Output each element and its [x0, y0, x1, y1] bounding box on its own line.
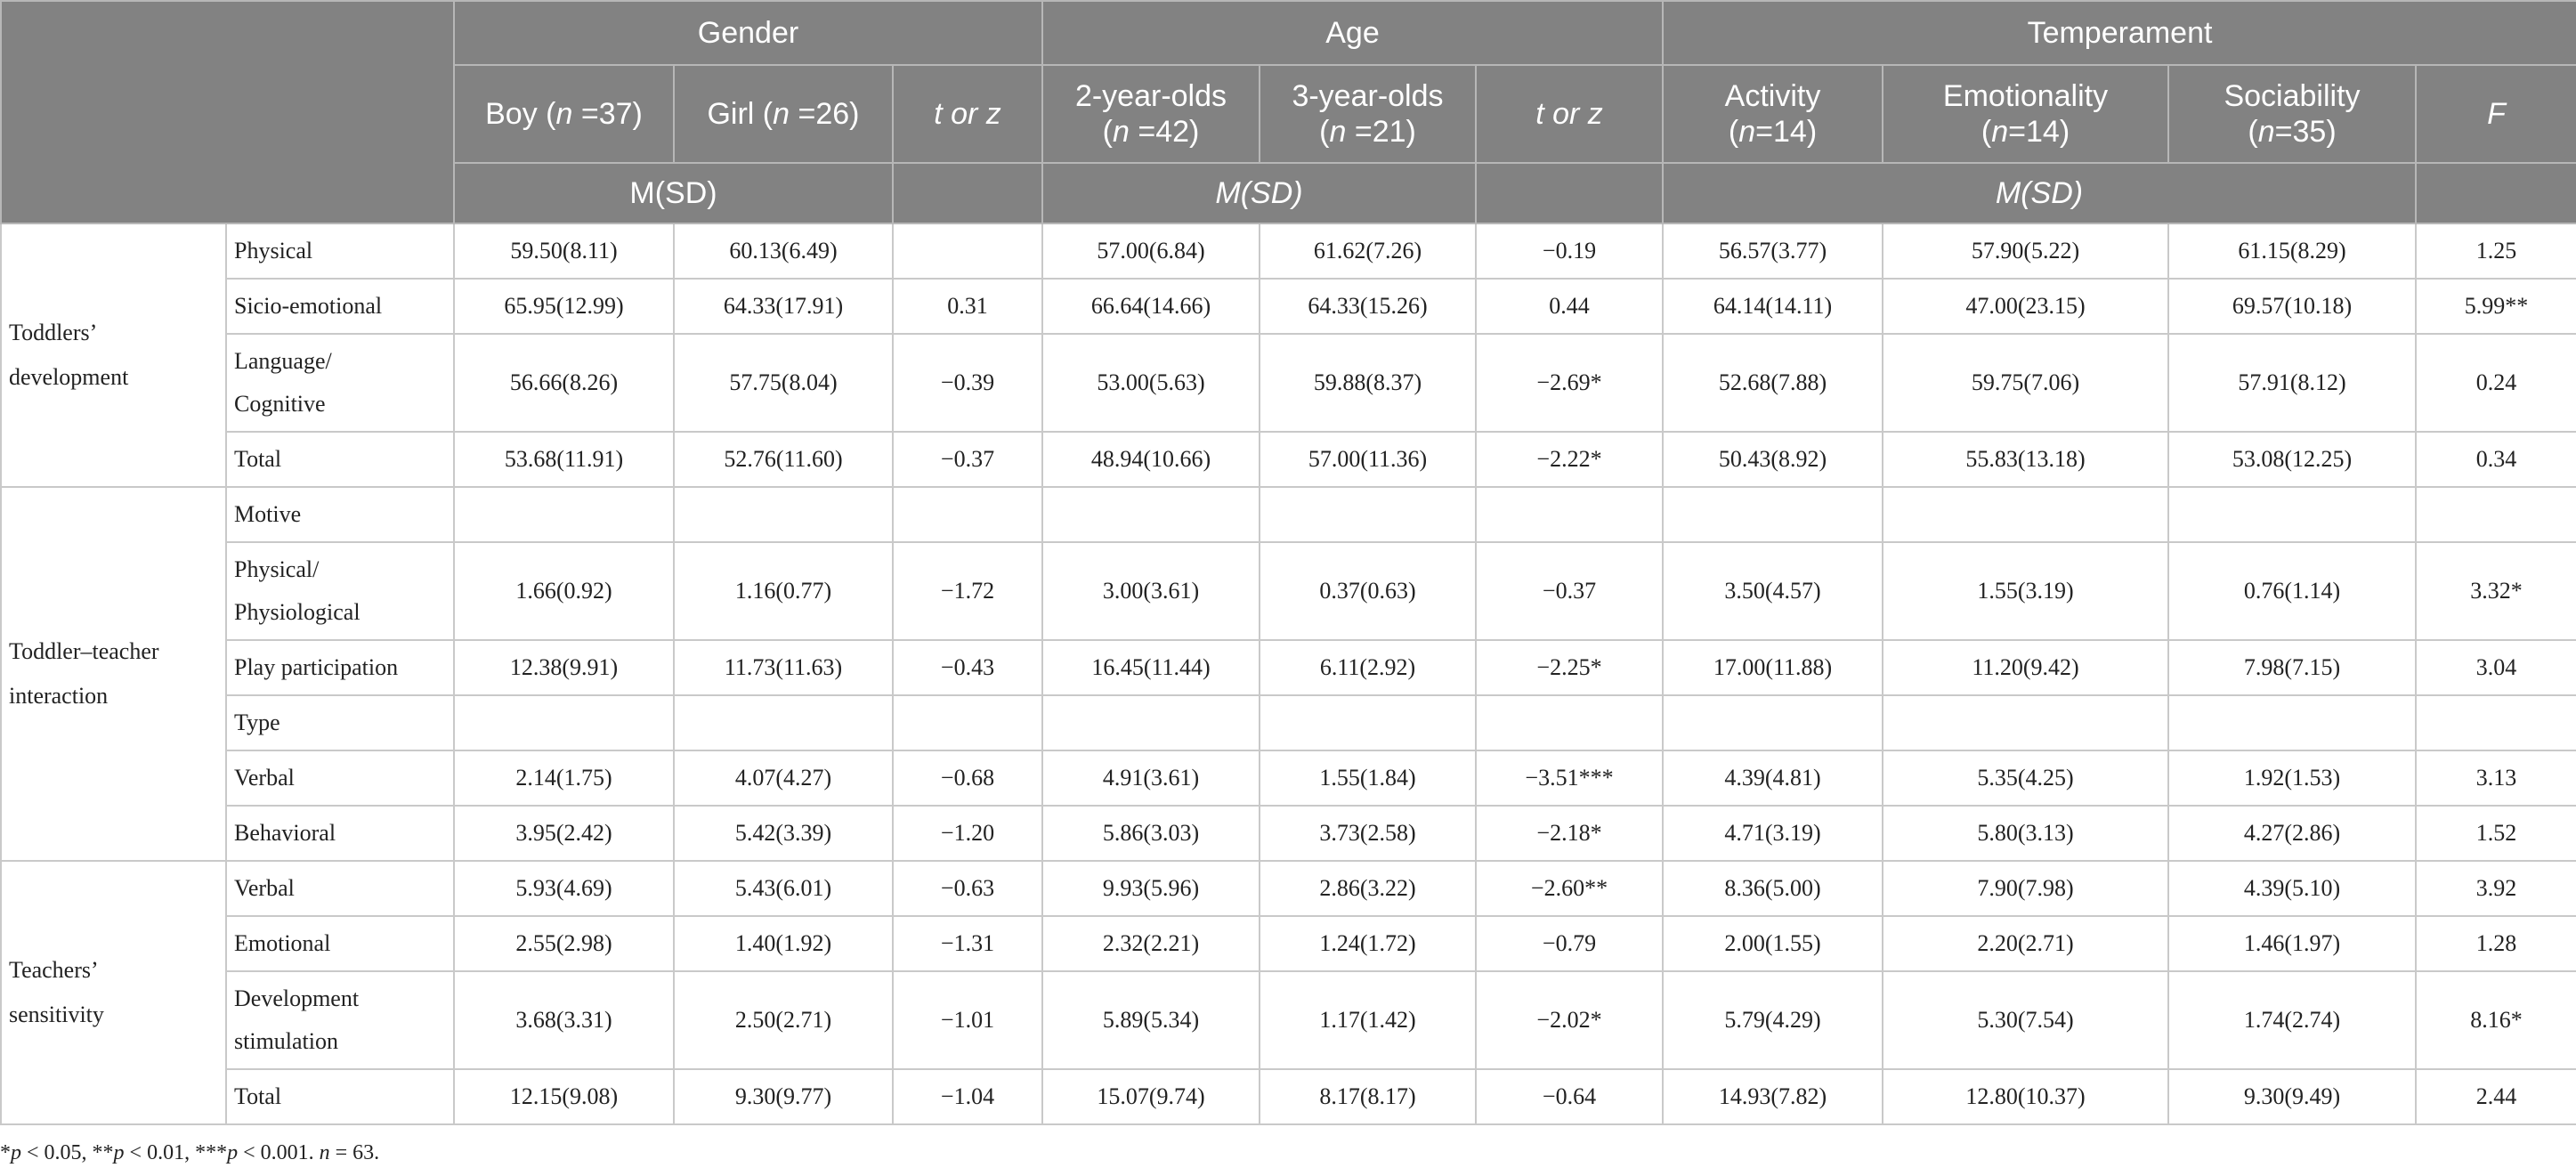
table-cell: 1.74(2.74) — [2168, 971, 2416, 1069]
table-cell: 5.42(3.39) — [674, 806, 893, 861]
table-cell — [893, 695, 1042, 750]
table-cell — [1663, 695, 1883, 750]
two-year-olds-header: 2-year-olds (n =42) — [1042, 65, 1260, 163]
table-cell: 2.55(2.98) — [454, 916, 674, 971]
table-cell: 57.75(8.04) — [674, 334, 893, 432]
table-cell: 2.32(2.21) — [1042, 916, 1260, 971]
table-cell: −1.20 — [893, 806, 1042, 861]
table-cell: −1.72 — [893, 542, 1042, 640]
table-cell: 64.33(15.26) — [1260, 279, 1476, 334]
table-cell: 52.68(7.88) — [1663, 334, 1883, 432]
table-cell: 7.98(7.15) — [2168, 640, 2416, 695]
variable-label: Total — [226, 432, 454, 487]
table-cell: 17.00(11.88) — [1663, 640, 1883, 695]
table-cell: 0.76(1.14) — [2168, 542, 2416, 640]
table-cell — [893, 223, 1042, 279]
table-cell: 0.31 — [893, 279, 1042, 334]
table-row — [1, 1069, 2576, 1124]
gender-test-header: t or z — [893, 65, 1042, 163]
table-cell: 52.76(11.60) — [674, 432, 893, 487]
table-cell: −2.25* — [1476, 640, 1663, 695]
girl-column-header: Girl (n =26) — [674, 65, 893, 163]
table-cell: 12.80(10.37) — [1883, 1069, 2168, 1124]
variable-label: Total — [226, 1069, 454, 1124]
table-cell: −0.37 — [1476, 542, 1663, 640]
table-cell: 5.93(4.69) — [454, 861, 674, 916]
table-cell: 4.71(3.19) — [1663, 806, 1883, 861]
table-row — [1, 542, 2576, 640]
table-cell: 48.94(10.66) — [1042, 432, 1260, 487]
table-cell: 66.64(14.66) — [1042, 279, 1260, 334]
table-cell — [2416, 487, 2576, 542]
table-cell: 61.62(7.26) — [1260, 223, 1476, 279]
table-cell: 57.00(11.36) — [1260, 432, 1476, 487]
table-cell — [2168, 487, 2416, 542]
temperament-header: Temperament — [1663, 1, 2576, 65]
table-cell: 2.14(1.75) — [454, 750, 674, 806]
table-header — [1, 1, 2576, 223]
age-msd-header: M(SD) — [1042, 163, 1476, 223]
table-cell — [1883, 487, 2168, 542]
gender-header: Gender — [454, 1, 1042, 65]
table-cell: 50.43(8.92) — [1663, 432, 1883, 487]
table-row — [1, 695, 2576, 750]
table-cell: 1.46(1.97) — [2168, 916, 2416, 971]
table-cell — [893, 487, 1042, 542]
table-cell: −1.31 — [893, 916, 1042, 971]
table-cell — [2416, 695, 2576, 750]
table-cell: 2.86(3.22) — [1260, 861, 1476, 916]
table-cell: 69.57(10.18) — [2168, 279, 2416, 334]
table-cell: 53.68(11.91) — [454, 432, 674, 487]
group-label-interaction: Toddler–teacher interaction — [1, 487, 226, 861]
table-cell: 1.17(1.42) — [1260, 971, 1476, 1069]
table-cell: 15.07(9.74) — [1042, 1069, 1260, 1124]
table-cell: 57.00(6.84) — [1042, 223, 1260, 279]
table-cell: 5.35(4.25) — [1883, 750, 2168, 806]
table-cell: −0.68 — [893, 750, 1042, 806]
table-cell: 3.73(2.58) — [1260, 806, 1476, 861]
table-cell: 5.43(6.01) — [674, 861, 893, 916]
table-cell: 1.55(1.84) — [1260, 750, 1476, 806]
table-cell — [1476, 487, 1663, 542]
table-cell: 1.92(1.53) — [2168, 750, 2416, 806]
header-blank — [1476, 163, 1663, 223]
age-test-header: t or z — [1476, 65, 1663, 163]
table-cell: 3.92 — [2416, 861, 2576, 916]
table-row — [1, 432, 2576, 487]
activity-header: Activity (n=14) — [1663, 65, 1883, 163]
table-cell: 1.52 — [2416, 806, 2576, 861]
table-cell: 1.24(1.72) — [1260, 916, 1476, 971]
table-cell: 4.39(4.81) — [1663, 750, 1883, 806]
emotionality-header: Emotionality (n=14) — [1883, 65, 2168, 163]
temperament-msd-header: M(SD) — [1663, 163, 2416, 223]
table-cell: 57.91(8.12) — [2168, 334, 2416, 432]
variable-label: Physical — [226, 223, 454, 279]
variable-label: Language/ Cognitive — [226, 334, 454, 432]
boy-column-header: Boy (n =37) — [454, 65, 674, 163]
header-blank — [893, 163, 1042, 223]
variable-label: Type — [226, 695, 454, 750]
table-cell: 3.13 — [2416, 750, 2576, 806]
table-cell: 3.00(3.61) — [1042, 542, 1260, 640]
variable-label: Verbal — [226, 861, 454, 916]
table-cell: 3.95(2.42) — [454, 806, 674, 861]
variable-label: Motive — [226, 487, 454, 542]
table-row — [1, 223, 2576, 279]
table-cell: 14.93(7.82) — [1663, 1069, 1883, 1124]
table-cell — [2168, 695, 2416, 750]
table-cell: 3.32* — [2416, 542, 2576, 640]
table-cell: 3.68(3.31) — [454, 971, 674, 1069]
variable-label: Physical/ Physiological — [226, 542, 454, 640]
header-blank — [2416, 163, 2576, 223]
table-cell: 5.80(3.13) — [1883, 806, 2168, 861]
table-cell: 2.44 — [2416, 1069, 2576, 1124]
table-row — [1, 861, 2576, 916]
table-cell: 5.89(5.34) — [1042, 971, 1260, 1069]
table-cell: 57.90(5.22) — [1883, 223, 2168, 279]
table-cell — [674, 487, 893, 542]
table-cell: 2.50(2.71) — [674, 971, 893, 1069]
table-cell: −2.60** — [1476, 861, 1663, 916]
table-cell — [1663, 487, 1883, 542]
variable-label: Behavioral — [226, 806, 454, 861]
table-cell: 9.93(5.96) — [1042, 861, 1260, 916]
table-cell: −0.64 — [1476, 1069, 1663, 1124]
table-cell: 59.75(7.06) — [1883, 334, 2168, 432]
sociability-header: Sociability (n=35) — [2168, 65, 2416, 163]
table-cell: −0.37 — [893, 432, 1042, 487]
table-cell: 1.28 — [2416, 916, 2576, 971]
table-cell: 64.14(14.11) — [1663, 279, 1883, 334]
table-cell — [454, 695, 674, 750]
table-cell: 0.34 — [2416, 432, 2576, 487]
table-cell: 4.91(3.61) — [1042, 750, 1260, 806]
table-cell: 61.15(8.29) — [2168, 223, 2416, 279]
table-cell: −2.02* — [1476, 971, 1663, 1069]
table-row — [1, 640, 2576, 695]
table-cell — [1260, 695, 1476, 750]
table-cell: 47.00(23.15) — [1883, 279, 2168, 334]
table-cell: 56.66(8.26) — [454, 334, 674, 432]
table-cell: −0.39 — [893, 334, 1042, 432]
table-cell: 5.30(7.54) — [1883, 971, 2168, 1069]
table-cell: −2.69* — [1476, 334, 1663, 432]
table-row — [1, 750, 2576, 806]
table-cell: 11.20(9.42) — [1883, 640, 2168, 695]
table-cell: 2.20(2.71) — [1883, 916, 2168, 971]
table-cell: −3.51*** — [1476, 750, 1663, 806]
table-cell: 11.73(11.63) — [674, 640, 893, 695]
table-cell: −0.19 — [1476, 223, 1663, 279]
table-cell: 3.04 — [2416, 640, 2576, 695]
table-cell: 4.07(4.27) — [674, 750, 893, 806]
table-cell: −2.22* — [1476, 432, 1663, 487]
table-cell: 9.30(9.49) — [2168, 1069, 2416, 1124]
table-cell: −0.79 — [1476, 916, 1663, 971]
table-cell: 59.88(8.37) — [1260, 334, 1476, 432]
table-row — [1, 916, 2576, 971]
table-cell: 16.45(11.44) — [1042, 640, 1260, 695]
table-row — [1, 279, 2576, 334]
table-cell: 53.08(12.25) — [2168, 432, 2416, 487]
table-cell: 5.99** — [2416, 279, 2576, 334]
table-row — [1, 487, 2576, 542]
table-cell — [454, 487, 674, 542]
table-cell: 65.95(12.99) — [454, 279, 674, 334]
table-cell — [674, 695, 893, 750]
header-corner — [1, 1, 454, 223]
table-footnote: *p < 0.05, **p < 0.01, ***p < 0.001. n = 63. — [0, 1141, 380, 1164]
table-cell: 4.39(5.10) — [2168, 861, 2416, 916]
table-cell — [1476, 695, 1663, 750]
table-cell: 1.16(0.77) — [674, 542, 893, 640]
table-cell: 3.50(4.57) — [1663, 542, 1883, 640]
table-cell: 6.11(2.92) — [1260, 640, 1476, 695]
table-cell: 9.30(9.77) — [674, 1069, 893, 1124]
table-cell: 0.37(0.63) — [1260, 542, 1476, 640]
table-row — [1, 806, 2576, 861]
table-cell: 55.83(13.18) — [1883, 432, 2168, 487]
three-year-olds-header: 3-year-olds (n =21) — [1260, 65, 1476, 163]
group-label-sensitivity: Teachers’ sensitivity — [1, 861, 226, 1124]
gender-msd-header: M(SD) — [454, 163, 893, 223]
table-cell: −1.04 — [893, 1069, 1042, 1124]
variable-label: Verbal — [226, 750, 454, 806]
table-cell: 56.57(3.77) — [1663, 223, 1883, 279]
table-cell: 7.90(7.98) — [1883, 861, 2168, 916]
table-cell: 5.86(3.03) — [1042, 806, 1260, 861]
table-cell: 1.40(1.92) — [674, 916, 893, 971]
table-cell: 2.00(1.55) — [1663, 916, 1883, 971]
table-cell: 0.44 — [1476, 279, 1663, 334]
table-cell: 12.15(9.08) — [454, 1069, 674, 1124]
table-cell: −1.01 — [893, 971, 1042, 1069]
table-cell: −0.63 — [893, 861, 1042, 916]
table-cell — [1883, 695, 2168, 750]
table-cell — [1042, 487, 1260, 542]
table-cell: −2.18* — [1476, 806, 1663, 861]
table-cell: 60.13(6.49) — [674, 223, 893, 279]
table-cell: −0.43 — [893, 640, 1042, 695]
table-cell: 1.55(3.19) — [1883, 542, 2168, 640]
table-row — [1, 334, 2576, 432]
table-cell: 12.38(9.91) — [454, 640, 674, 695]
age-header: Age — [1042, 1, 1663, 65]
table-cell: 8.36(5.00) — [1663, 861, 1883, 916]
table-cell: 5.79(4.29) — [1663, 971, 1883, 1069]
variable-label: Play participation — [226, 640, 454, 695]
variable-label: Emotional — [226, 916, 454, 971]
table-cell: 8.17(8.17) — [1260, 1069, 1476, 1124]
table-cell: 0.24 — [2416, 334, 2576, 432]
table-cell — [1042, 695, 1260, 750]
table-cell — [1260, 487, 1476, 542]
table-body — [1, 223, 2576, 1124]
table-cell: 4.27(2.86) — [2168, 806, 2416, 861]
table-cell: 1.66(0.92) — [454, 542, 674, 640]
group-label-development: Toddlers’ development — [1, 223, 226, 487]
table-cell: 1.25 — [2416, 223, 2576, 279]
table-cell: 8.16* — [2416, 971, 2576, 1069]
table-cell: 53.00(5.63) — [1042, 334, 1260, 432]
variable-label: Sicio-emotional — [226, 279, 454, 334]
table-row — [1, 971, 2576, 1069]
table-cell: 59.50(8.11) — [454, 223, 674, 279]
f-statistic-header: F — [2416, 65, 2576, 163]
variable-label: Development stimulation — [226, 971, 454, 1069]
table-cell: 64.33(17.91) — [674, 279, 893, 334]
